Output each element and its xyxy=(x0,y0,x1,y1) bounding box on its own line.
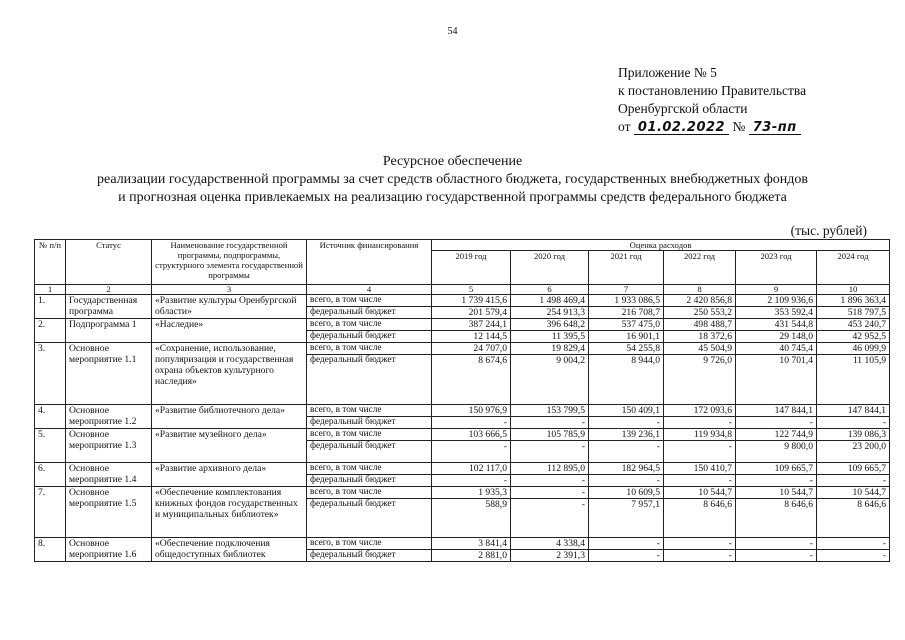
row-value: 109 665,7 xyxy=(736,463,817,475)
row-value: 250 553,2 xyxy=(664,307,736,319)
row-value: 1 935,3 xyxy=(432,487,511,499)
row-value: 10 544,7 xyxy=(736,487,817,499)
handwritten-number: 73-пп xyxy=(752,120,797,135)
row-value: 8 646,6 xyxy=(664,499,736,538)
row-value: 172 093,6 xyxy=(664,405,736,417)
column-number: 5 xyxy=(432,285,511,295)
row-value: 2 109 936,6 xyxy=(736,295,817,307)
row-value: 1 498 469,4 xyxy=(511,295,589,307)
header-year: 2023 год xyxy=(736,251,817,285)
appendix-line-3: Оренбургской области xyxy=(618,101,748,116)
row-value: 150 409,1 xyxy=(589,405,664,417)
row-value: 431 544,8 xyxy=(736,319,817,331)
row-value: 105 785,9 xyxy=(511,429,589,441)
row-status: Основное мероприятие 1.5 xyxy=(66,487,152,538)
row-value: 353 592,4 xyxy=(736,307,817,319)
row-value: 387 244,1 xyxy=(432,319,511,331)
row-source: федеральный бюджет xyxy=(307,331,432,343)
row-name: «Обеспечение подключения общедоступных библиотек xyxy=(152,538,307,562)
row-value: - xyxy=(664,550,736,562)
row-value: 19 829,4 xyxy=(511,343,589,355)
row-source: всего, в том числе xyxy=(307,343,432,355)
row-value: - xyxy=(589,550,664,562)
appendix-signature-line xyxy=(618,118,898,137)
row-value: - xyxy=(664,538,736,550)
table-row xyxy=(35,487,890,499)
header-year: 2020 год xyxy=(511,251,589,285)
row-value: - xyxy=(511,499,589,538)
row-value: 112 895,0 xyxy=(511,463,589,475)
row-value: 8 646,6 xyxy=(736,499,817,538)
row-number: 3. xyxy=(35,343,66,405)
row-source: всего, в том числе xyxy=(307,463,432,475)
row-value: 8 944,0 xyxy=(589,355,664,405)
row-value: - xyxy=(817,417,890,429)
row-number: 2. xyxy=(35,319,66,343)
row-value: 12 144,5 xyxy=(432,331,511,343)
handwritten-date: 01.02.2022 xyxy=(637,120,726,135)
row-value: - xyxy=(511,441,589,463)
table-row xyxy=(35,463,890,475)
row-value: 54 255,8 xyxy=(589,343,664,355)
row-number: 6. xyxy=(35,463,66,487)
row-number: 5. xyxy=(35,429,66,463)
row-source: всего, в том числе xyxy=(307,405,432,417)
header-status: Статус xyxy=(66,240,152,285)
document-title xyxy=(0,153,905,207)
row-value: 8 646,6 xyxy=(817,499,890,538)
row-value: 24 707,0 xyxy=(432,343,511,355)
header-num: № п/п xyxy=(35,240,66,285)
table-row xyxy=(35,295,890,307)
row-value: - xyxy=(432,475,511,487)
row-source: федеральный бюджет xyxy=(307,307,432,319)
row-value: 10 609,5 xyxy=(589,487,664,499)
row-value: 518 797,5 xyxy=(817,307,890,319)
column-number: 7 xyxy=(589,285,664,295)
row-source: всего, в том числе xyxy=(307,319,432,331)
row-status: Основное мероприятие 1.4 xyxy=(66,463,152,487)
budget-table xyxy=(34,239,890,562)
row-status: Основное мероприятие 1.3 xyxy=(66,429,152,463)
header-name: Наименование государственной программы, подпрограммы, структурного элемента государственной программы xyxy=(152,240,307,285)
row-value: 182 964,5 xyxy=(589,463,664,475)
title-line-2: реализации государственной программы за счет средств областного бюджета, государственных внебюджетных фондов xyxy=(96,172,809,187)
row-value: - xyxy=(664,441,736,463)
row-value: 18 372,6 xyxy=(664,331,736,343)
header-year: 2024 год xyxy=(817,251,890,285)
row-value: 2 420 856,8 xyxy=(664,295,736,307)
row-number: 7. xyxy=(35,487,66,538)
appendix-line-1: Приложение № 5 xyxy=(618,65,717,80)
page-number: 54 xyxy=(447,26,458,37)
column-number: 2 xyxy=(66,285,152,295)
row-value: 10 701,4 xyxy=(736,355,817,405)
row-status: Государственная программа xyxy=(66,295,152,319)
row-number: 4. xyxy=(35,405,66,429)
row-value: 23 200,0 xyxy=(817,441,890,463)
row-value: 2 391,3 xyxy=(511,550,589,562)
row-value: 46 099,9 xyxy=(817,343,890,355)
row-status: Основное мероприятие 1.1 xyxy=(66,343,152,405)
row-value: - xyxy=(817,475,890,487)
header-year: 2019 год xyxy=(432,251,511,285)
row-value: 498 488,7 xyxy=(664,319,736,331)
row-value: - xyxy=(432,417,511,429)
column-number: 3 xyxy=(152,285,307,295)
row-value: 3 841,4 xyxy=(432,538,511,550)
row-value: 201 579,4 xyxy=(432,307,511,319)
appendix-line-2: к постановлению Правительства xyxy=(618,83,807,98)
row-value: 11 105,9 xyxy=(817,355,890,405)
row-value: 42 952,5 xyxy=(817,331,890,343)
row-name: «Сохранение, использование, популяризация и государственная охрана объектов культурного наследия» xyxy=(152,343,307,405)
row-value: 139 236,1 xyxy=(589,429,664,441)
header-year: 2022 год xyxy=(664,251,736,285)
row-value: 10 544,7 xyxy=(817,487,890,499)
row-value: 119 934,8 xyxy=(664,429,736,441)
row-name: «Развитие музейного дела» xyxy=(152,429,307,463)
row-value: 150 976,9 xyxy=(432,405,511,417)
header-source: Источник финансирования xyxy=(307,240,432,285)
row-value: 109 665,7 xyxy=(817,463,890,475)
row-value: - xyxy=(736,550,817,562)
header-estimate: Оценка расходов xyxy=(432,240,890,251)
row-value: - xyxy=(736,475,817,487)
row-value: - xyxy=(589,417,664,429)
row-value: 1 739 415,6 xyxy=(432,295,511,307)
column-number: 1 xyxy=(35,285,66,295)
row-status: Подпрограмма 1 xyxy=(66,319,152,343)
row-value: 9 004,2 xyxy=(511,355,589,405)
row-status: Основное мероприятие 1.6 xyxy=(66,538,152,562)
row-value: 537 475,0 xyxy=(589,319,664,331)
row-value: 147 844,1 xyxy=(817,405,890,417)
table-row xyxy=(35,343,890,355)
row-value: 9 726,0 xyxy=(664,355,736,405)
row-source: федеральный бюджет xyxy=(307,441,432,463)
row-value: - xyxy=(511,487,589,499)
column-number: 8 xyxy=(664,285,736,295)
row-source: всего, в том числе xyxy=(307,429,432,441)
row-source: всего, в том числе xyxy=(307,538,432,550)
row-value: 453 240,7 xyxy=(817,319,890,331)
column-number-row xyxy=(35,285,890,295)
row-value: - xyxy=(511,417,589,429)
row-value: - xyxy=(589,538,664,550)
row-value: 139 086,3 xyxy=(817,429,890,441)
row-value: 8 674,6 xyxy=(432,355,511,405)
table-row xyxy=(35,538,890,550)
title-line-3: и прогнозная оценка привлекаемых на реализацию государственной программы средств федерального бюджета xyxy=(118,190,787,205)
row-value: 45 504,9 xyxy=(664,343,736,355)
row-value: 588,9 xyxy=(432,499,511,538)
row-name: «Развитие культуры Оренбургской области» xyxy=(152,295,307,319)
row-source: федеральный бюджет xyxy=(307,417,432,429)
title-line-1: Ресурсное обеспечение xyxy=(382,154,523,169)
units-label: (тыс. рублей) xyxy=(790,223,867,238)
row-value: - xyxy=(736,417,817,429)
row-value: 40 745,4 xyxy=(736,343,817,355)
row-value: - xyxy=(664,475,736,487)
row-value: - xyxy=(817,538,890,550)
row-value: - xyxy=(664,417,736,429)
row-value: 1 933 086,5 xyxy=(589,295,664,307)
number-label: № xyxy=(732,119,746,134)
row-value: 103 666,5 xyxy=(432,429,511,441)
column-number: 6 xyxy=(511,285,589,295)
row-value: 153 799,5 xyxy=(511,405,589,417)
row-value: 16 901,1 xyxy=(589,331,664,343)
row-value: 2 881,0 xyxy=(432,550,511,562)
row-value: 254 913,3 xyxy=(511,307,589,319)
row-value: - xyxy=(432,441,511,463)
row-value: - xyxy=(736,538,817,550)
row-value: 7 957,1 xyxy=(589,499,664,538)
header-row-1 xyxy=(35,240,890,251)
row-source: федеральный бюджет xyxy=(307,475,432,487)
table-row xyxy=(35,319,890,331)
row-value: 102 117,0 xyxy=(432,463,511,475)
appendix-block xyxy=(618,64,898,137)
row-status: Основное мероприятие 1.2 xyxy=(66,405,152,429)
row-source: федеральный бюджет xyxy=(307,550,432,562)
row-source: федеральный бюджет xyxy=(307,355,432,405)
row-value: - xyxy=(511,475,589,487)
row-number: 1. xyxy=(35,295,66,319)
row-value: 396 648,2 xyxy=(511,319,589,331)
row-name: «Наследие» xyxy=(152,319,307,343)
table-row xyxy=(35,429,890,441)
header-year: 2021 год xyxy=(589,251,664,285)
row-number: 8. xyxy=(35,538,66,562)
row-value: - xyxy=(589,475,664,487)
row-source: всего, в том числе xyxy=(307,487,432,499)
row-source: федеральный бюджет xyxy=(307,499,432,538)
row-value: 11 395,5 xyxy=(511,331,589,343)
row-name: «Развитие библиотечного дела» xyxy=(152,405,307,429)
row-value: 216 708,7 xyxy=(589,307,664,319)
row-value: - xyxy=(817,550,890,562)
column-number: 4 xyxy=(307,285,432,295)
row-value: 147 844,1 xyxy=(736,405,817,417)
row-value: 4 338,4 xyxy=(511,538,589,550)
row-value: 9 800,0 xyxy=(736,441,817,463)
row-value: 122 744,9 xyxy=(736,429,817,441)
row-value: 29 148,0 xyxy=(736,331,817,343)
table-row xyxy=(35,405,890,417)
row-value: 10 544,7 xyxy=(664,487,736,499)
row-value: - xyxy=(589,441,664,463)
row-value: 150 410,7 xyxy=(664,463,736,475)
row-name: «Развитие архивного дела» xyxy=(152,463,307,487)
row-value: 1 896 363,4 xyxy=(817,295,890,307)
row-name: «Обеспечение комплектования книжных фондов государственных и муниципальных библиотек» xyxy=(152,487,307,538)
column-number: 10 xyxy=(817,285,890,295)
row-source: всего, в том числе xyxy=(307,295,432,307)
column-number: 9 xyxy=(736,285,817,295)
from-label: от xyxy=(618,119,631,134)
